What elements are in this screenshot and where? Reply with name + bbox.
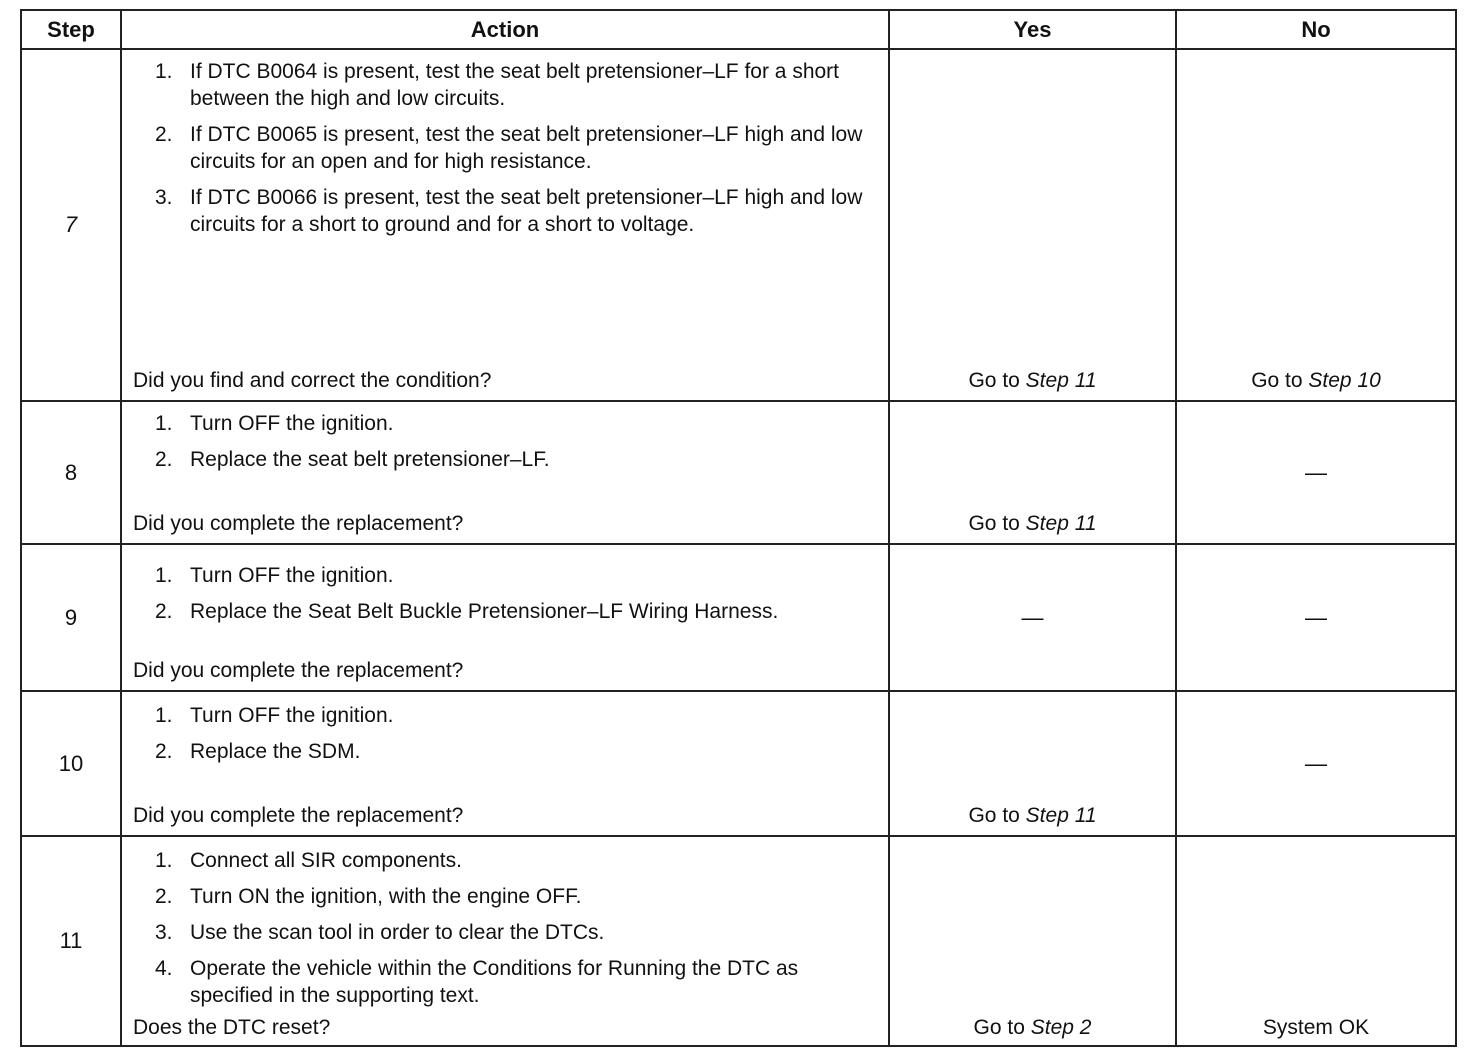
- item-text: If DTC B0066 is present, test the seat belt pretensioner–LF high and low circuits for a short to ground and for a short to voltage.: [190, 186, 863, 236]
- list-item: [122, 847, 888, 874]
- item-number: 1.: [155, 704, 173, 727]
- table-row: [21, 49, 1456, 401]
- step-number: 9: [21, 544, 121, 691]
- yes-result: Go to Step 11: [968, 804, 1097, 827]
- table-row: [21, 544, 1456, 691]
- list-item: [122, 598, 888, 625]
- step-reference: Step 11: [1025, 512, 1097, 535]
- no-cell: [1176, 544, 1456, 691]
- action-question: Did you find and correct the condition?: [133, 369, 492, 392]
- header-no: No: [1176, 10, 1456, 49]
- list-item: [122, 121, 888, 175]
- item-number: 3.: [155, 186, 173, 209]
- item-text: Replace the seat belt pretensioner–LF.: [190, 448, 550, 471]
- item-number: 4.: [155, 957, 173, 980]
- item-text: Turn OFF the ignition.: [190, 564, 394, 587]
- action-list: [122, 837, 888, 1009]
- no-cell: [1176, 401, 1456, 544]
- no-cell: [1176, 836, 1456, 1046]
- no-result: Go to Step 10: [1251, 369, 1381, 392]
- action-cell: [121, 691, 889, 836]
- list-item: [122, 883, 888, 910]
- header-row: [21, 10, 1456, 49]
- step-reference: Step 10: [1308, 369, 1381, 392]
- step-reference: Step 11: [1025, 804, 1097, 827]
- item-number: 1.: [155, 564, 173, 587]
- action-question: Did you complete the replacement?: [133, 512, 464, 535]
- table-row: [21, 836, 1456, 1046]
- table-row: [21, 401, 1456, 544]
- item-number: 2.: [155, 885, 173, 908]
- item-number: 1.: [155, 60, 173, 83]
- item-number: 1.: [155, 849, 173, 872]
- yes-result: Go to Step 11: [968, 512, 1097, 535]
- item-text: Turn ON the ignition, with the engine OFF.: [190, 885, 582, 908]
- action-question: Did you complete the replacement?: [133, 804, 464, 827]
- item-text: Turn OFF the ignition.: [190, 704, 394, 727]
- yes-cell: [889, 401, 1176, 544]
- header-yes: Yes: [889, 10, 1176, 49]
- yes-result: Go to Step 2: [973, 1016, 1092, 1039]
- action-cell: [121, 49, 889, 401]
- step-number: 8: [21, 401, 121, 544]
- item-text: Use the scan tool in order to clear the DTCs.: [190, 921, 605, 944]
- action-list: [122, 692, 888, 765]
- step-reference: Step 2: [1030, 1016, 1092, 1039]
- step-reference: Step 11: [1025, 369, 1097, 392]
- list-item: [122, 702, 888, 729]
- action-cell: [121, 401, 889, 544]
- action-list: [122, 545, 888, 625]
- step-number: 11: [21, 836, 121, 1046]
- item-text: If DTC B0065 is present, test the seat belt pretensioner–LF high and low circuits for an open and for high resistance.: [190, 123, 863, 173]
- item-text: Turn OFF the ignition.: [190, 412, 394, 435]
- action-list: [122, 402, 888, 473]
- no-result: —: [1305, 750, 1327, 776]
- list-item: [122, 562, 888, 589]
- header-step: Step: [21, 10, 121, 49]
- item-number: 1.: [155, 412, 173, 435]
- item-text: Operate the vehicle within the Conditions for Running the DTC as specified in the supporting text.: [190, 957, 799, 1007]
- yes-cell: [889, 836, 1176, 1046]
- item-number: 2.: [155, 600, 173, 623]
- action-list: [122, 50, 888, 238]
- item-text: Replace the SDM.: [190, 740, 361, 763]
- item-number: 2.: [155, 740, 173, 763]
- list-item: [122, 58, 888, 112]
- item-text: If DTC B0064 is present, test the seat belt pretensioner–LF for a short between the high and low circuits.: [190, 60, 840, 110]
- list-item: [122, 446, 888, 473]
- yes-cell: [889, 691, 1176, 836]
- action-cell: [121, 836, 889, 1046]
- step-number: 10: [21, 691, 121, 836]
- step-number: 7: [21, 49, 121, 401]
- no-cell: [1176, 691, 1456, 836]
- table-row: [21, 691, 1456, 836]
- item-number: 2.: [155, 448, 173, 471]
- item-text: Connect all SIR components.: [190, 849, 462, 872]
- list-item: [122, 919, 888, 946]
- no-result: —: [1305, 459, 1327, 485]
- yes-result: Go to Step 11: [968, 369, 1097, 392]
- list-item: [122, 738, 888, 765]
- yes-cell: [889, 544, 1176, 691]
- action-cell: [121, 544, 889, 691]
- yes-cell: [889, 49, 1176, 401]
- action-question: Did you complete the replacement?: [133, 659, 464, 682]
- no-result: System OK: [1262, 1016, 1370, 1039]
- list-item: [122, 410, 888, 437]
- item-text: Replace the Seat Belt Buckle Pretensioner–LF Wiring Harness.: [190, 600, 779, 623]
- diagnostic-table: [20, 9, 1457, 1047]
- item-number: 3.: [155, 921, 173, 944]
- header-action: Action: [121, 10, 889, 49]
- action-question: Does the DTC reset?: [133, 1016, 331, 1039]
- item-number: 2.: [155, 123, 173, 146]
- yes-result: —: [1021, 604, 1044, 630]
- no-result: —: [1305, 604, 1327, 630]
- list-item: [122, 184, 888, 238]
- no-cell: [1176, 49, 1456, 401]
- list-item: [122, 955, 888, 1009]
